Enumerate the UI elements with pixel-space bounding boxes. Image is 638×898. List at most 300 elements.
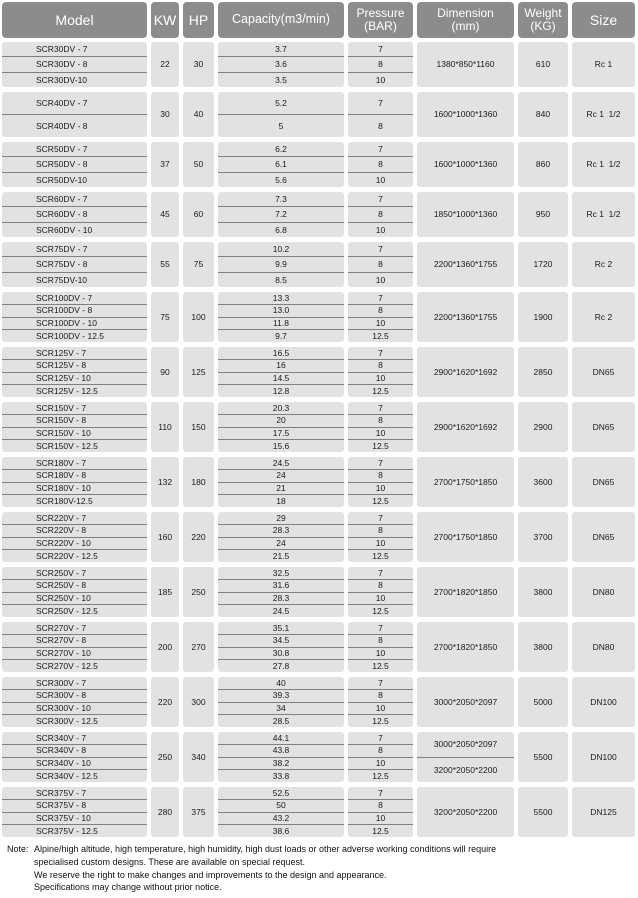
dimension-cell-value: 2700*1820*1850 [433,641,498,652]
pressure-cell-value: 7 [348,732,413,745]
capacity-cell-value: 35.1 [218,622,344,635]
pressure-cell [348,512,413,562]
hp-cell-value: 300 [191,696,206,707]
capacity-cell-value: 7.3 [218,192,344,207]
header-pressure [348,2,413,38]
size-cell-value: DN65 [592,366,615,377]
model-cell-value: SCR30DV - 8 [2,57,147,72]
size-cell [572,292,635,342]
kw-cell [151,92,179,137]
capacity-cell-value: 24 [218,470,344,483]
model-cell-value: SCR40DV - 7 [2,92,147,115]
kw-cell-value: 55 [160,259,170,270]
header-weight-label-line2: (KG) [530,19,556,33]
size-cell [572,732,635,782]
model-cell-value: SCR250V - 7 [2,567,147,580]
model-cell-value: SCR150V - 8 [2,415,147,428]
pressure-cell-value: 12.5 [372,330,389,341]
pressure-cell-value: 10 [375,224,386,235]
model-cell-value: SCR300V - 12.5 [36,715,98,726]
model-cell-value: SCR220V - 10 [2,538,147,551]
pressure-cell-value: 12.5 [372,495,389,506]
hp-cell [183,402,214,452]
kw-cell-value: 280 [157,806,173,817]
model-cell-value: SCR220V - 12.5 [36,550,98,561]
model-cell-value: SCR30DV-10 [36,74,88,85]
pressure-cell-value: 10 [348,318,413,331]
pressure-cell-value: 8 [348,690,413,703]
header-pressure-label-line1: Pressure [356,6,405,21]
header-model-label: Model [55,11,94,28]
capacity-cell-value: 15.6 [272,440,290,451]
capacity-cell-value: 14.5 [218,373,344,386]
capacity-cell-value: 50 [218,800,344,813]
table-row-group [2,192,638,237]
kw-cell-value: 75 [160,311,170,322]
weight-cell [518,567,568,617]
kw-cell-value: 220 [157,696,173,707]
size-cell [572,457,635,507]
weight-cell-value: 5500 [533,806,553,817]
size-cell-value: Rc 2 [594,259,613,270]
hp-cell-value: 340 [191,751,206,762]
dimension-cell [417,567,514,617]
capacity-cell [218,92,344,137]
table-row-group [2,292,638,342]
capacity-cell [218,732,344,782]
note-label: Note: [7,844,29,854]
kw-cell [151,192,179,237]
pressure-cell [348,787,413,837]
hp-cell [183,677,214,727]
model-cell-value: SCR250V - 10 [2,593,147,606]
size-cell-value: DN65 [592,476,615,487]
header-dimension-label-line1: Dimension [437,6,494,21]
model-cell [2,242,147,287]
table-row-group [2,242,638,287]
pressure-cell-value: 7 [348,457,413,470]
pressure-cell [348,457,413,507]
pressure-cell-value: 7 [348,242,413,257]
weight-cell-value: 3800 [533,641,553,652]
table-row-group [2,402,638,452]
capacity-cell-value: 20 [218,415,344,428]
pressure-cell-value: 10 [375,174,386,185]
dimension-cell [417,512,514,562]
size-cell [572,142,635,187]
pressure-cell [348,142,413,187]
dimension-cell-value: 1600*1000*1360 [433,109,498,120]
capacity-cell-value: 52.5 [218,787,344,800]
hp-cell [183,242,214,287]
capacity-cell-value: 11.8 [218,318,344,331]
capacity-cell-value: 5.2 [218,92,344,115]
note-line: Alpine/high altitude, high temperature, high humidity, high dust loads or other adverse working conditions will require [34,844,497,854]
weight-cell [518,142,568,187]
pressure-cell-value: 12.5 [372,440,389,451]
capacity-cell-value: 21.5 [272,550,290,561]
hp-cell [183,457,214,507]
capacity-cell [218,622,344,672]
model-cell-value: SCR100DV - 8 [2,305,147,318]
capacity-cell-value: 43.8 [218,745,344,758]
capacity-cell-value: 12.8 [272,385,290,396]
table-row-group [2,142,638,187]
capacity-cell-value: 28.3 [218,525,344,538]
pressure-cell-value: 8 [348,580,413,593]
kw-cell-value: 90 [160,366,170,377]
capacity-cell-value: 16 [218,360,344,373]
model-cell [2,622,147,672]
weight-cell [518,402,568,452]
capacity-cell-value: 27.8 [272,660,290,671]
dimension-cell [417,192,514,237]
kw-cell-value: 200 [157,641,173,652]
pressure-cell-value: 7 [348,347,413,360]
capacity-cell-value: 43.2 [218,813,344,826]
weight-cell-value: 3600 [533,476,553,487]
capacity-cell [218,677,344,727]
dimension-cell-value: 1850*1000*1360 [433,209,498,220]
pressure-cell-value: 8 [348,525,413,538]
kw-cell [151,787,179,837]
model-cell-value: SCR180V-12.5 [36,495,93,506]
dimension-cell-value: 1380*850*1160 [436,59,495,70]
pressure-cell [348,402,413,452]
weight-cell-value: 860 [535,159,551,170]
model-cell [2,142,147,187]
hp-cell [183,732,214,782]
model-cell-value: SCR150V - 10 [2,428,147,441]
weight-cell [518,292,568,342]
weight-cell [518,92,568,137]
capacity-cell [218,347,344,397]
kw-cell-value: 132 [157,476,173,487]
dimension-cell [417,457,514,507]
capacity-cell-value: 10.2 [218,242,344,257]
pressure-cell [348,292,413,342]
pressure-cell [348,92,413,137]
pressure-cell-value: 10 [348,703,413,716]
pressure-cell [348,347,413,397]
model-cell-value: SCR220V - 7 [2,512,147,525]
capacity-cell [218,402,344,452]
capacity-cell-value: 3.5 [275,74,287,85]
weight-cell [518,622,568,672]
model-cell [2,42,147,87]
capacity-cell-value: 3.7 [218,42,344,57]
capacity-cell-value: 16.5 [218,347,344,360]
weight-cell-value: 840 [535,109,551,120]
model-cell-value: SCR180V - 8 [2,470,147,483]
capacity-cell [218,42,344,87]
header-pressure-label-line2: (BAR) [364,19,397,33]
hp-cell-value: 50 [193,159,204,170]
model-cell-value: SCR40DV - 8 [36,120,88,131]
pressure-cell-value: 7 [348,567,413,580]
header-size-label: Size [589,11,618,28]
capacity-cell-value: 28.5 [272,715,290,726]
size-cell [572,92,635,137]
model-cell-value: SCR100DV - 7 [2,292,147,305]
kw-cell [151,292,179,342]
size-cell-value: DN65 [592,531,615,542]
capacity-cell-value: 5.6 [275,174,287,185]
note-line: Specifications may change without prior notice. [34,882,222,893]
pressure-cell-value: 12.5 [372,605,389,616]
model-cell-value: SCR50DV - 8 [2,157,147,172]
capacity-cell-value: 24.5 [218,457,344,470]
pressure-cell-value: 7 [348,622,413,635]
pressure-cell-value: 8 [348,257,413,272]
weight-cell-value: 5500 [533,751,553,762]
table-row-group [2,622,638,672]
capacity-cell-value: 31.6 [218,580,344,593]
pressure-cell [348,42,413,87]
size-cell-value: Rc 1 1/2 [586,159,621,170]
table-body [2,42,638,837]
weight-cell [518,192,568,237]
model-cell-value: SCR60DV - 10 [36,224,93,235]
pressure-cell-value: 7 [348,92,413,115]
weight-cell [518,732,568,782]
size-cell-value: DN65 [592,421,615,432]
dimension-cell-value: 2700*1750*1850 [433,531,498,542]
hp-cell-value: 180 [191,476,206,487]
model-cell-value: SCR270V - 10 [2,648,147,661]
capacity-cell-value: 28.3 [218,593,344,606]
weight-cell [518,42,568,87]
hp-cell [183,787,214,837]
capacity-cell-value: 6.8 [275,224,287,235]
model-cell-value: SCR75DV-10 [36,274,88,285]
dimension-cell [417,787,514,837]
table-row-group [2,567,638,617]
model-cell-value: SCR340V - 8 [2,745,147,758]
capacity-cell-value: 30.8 [218,648,344,661]
capacity-cell [218,292,344,342]
header-model [2,2,147,38]
size-cell [572,242,635,287]
model-cell [2,347,147,397]
capacity-cell-value: 24 [218,538,344,551]
model-cell-value: SCR270V - 12.5 [36,660,98,671]
hp-cell [183,347,214,397]
kw-cell-value: 45 [160,209,170,220]
model-cell-value: SCR300V - 8 [2,690,147,703]
pressure-cell-value: 7 [348,292,413,305]
model-cell-value: SCR125V - 8 [2,360,147,373]
header-kw [151,2,179,38]
hp-cell-value: 30 [193,59,204,70]
hp-cell-value: 60 [193,209,204,220]
model-cell-value: SCR150V - 7 [2,402,147,415]
dimension-cell [417,622,514,672]
capacity-cell-value: 33.8 [272,770,290,781]
hp-cell-value: 125 [191,366,206,377]
kw-cell [151,42,179,87]
capacity-cell-value: 5 [278,120,284,131]
dimension-cell-value: 2900*1620*1692 [433,421,498,432]
capacity-cell-value: 40 [218,677,344,690]
model-cell-value: SCR50DV - 7 [2,142,147,157]
capacity-cell-value: 18 [276,495,286,506]
model-cell-value: SCR125V - 10 [2,373,147,386]
pressure-cell-value: 7 [348,512,413,525]
hp-cell [183,142,214,187]
kw-cell-value: 160 [157,531,173,542]
header-hp [183,2,214,38]
kw-cell-value: 110 [158,421,172,432]
header-weight [518,2,568,38]
model-cell-value: SCR75DV - 7 [2,242,147,257]
header-dimension-label-line2: (mm) [451,19,480,33]
pressure-cell-value: 8 [348,157,413,172]
weight-cell-value: 950 [535,209,551,220]
dimension-cell-value: 3000*2050*2097 [417,732,514,758]
capacity-cell-value: 21 [218,483,344,496]
size-cell [572,192,635,237]
capacity-cell-value: 9.7 [275,330,287,341]
weight-cell [518,242,568,287]
model-cell [2,732,147,782]
weight-cell [518,677,568,727]
note-line: specialised custom designs. These are available on special request. [34,856,305,867]
size-cell [572,42,635,87]
pressure-cell-value: 12.5 [372,825,389,836]
model-cell-value: SCR340V - 7 [2,732,147,745]
model-cell [2,787,147,837]
size-cell [572,622,635,672]
model-cell-value: SCR300V - 10 [2,703,147,716]
hp-cell-value: 220 [191,531,206,542]
dimension-cell-value: 2900*1620*1692 [433,366,498,377]
size-cell-value: Rc 1 1/2 [586,209,621,220]
dimension-cell-value: 3000*2050*2097 [433,696,498,707]
dimension-cell [417,402,514,452]
dimension-cell [417,242,514,287]
dimension-cell-value: 3200*2050*2200 [433,764,498,775]
capacity-cell-value: 38.2 [218,758,344,771]
kw-cell [151,512,179,562]
pressure-cell-value: 12.5 [372,550,389,561]
dimension-cell-value: 2200*1360*1755 [433,311,498,322]
kw-cell-value: 30 [160,109,170,120]
kw-cell [151,457,179,507]
model-cell-value: SCR300V - 7 [2,677,147,690]
capacity-cell-value: 9.9 [218,257,344,272]
pressure-cell-value: 8 [348,57,413,72]
kw-cell [151,402,179,452]
capacity-cell-value: 17.5 [218,428,344,441]
dimension-cell [417,677,514,727]
weight-cell-value: 2900 [533,421,553,432]
hp-cell-value: 270 [191,641,206,652]
dimension-cell [417,347,514,397]
hp-cell-value: 100 [191,311,206,322]
kw-cell [151,677,179,727]
pressure-cell-value: 8 [348,470,413,483]
table-row-group [2,732,638,782]
model-cell-value: SCR100DV - 12.5 [36,330,105,341]
capacity-cell-value: 8.5 [275,274,287,285]
kw-cell-value: 22 [160,59,170,70]
kw-cell [151,732,179,782]
table-row-group [2,512,638,562]
weight-cell-value: 1900 [533,311,553,322]
table-row-group [2,42,638,87]
kw-cell-value: 250 [157,751,173,762]
kw-cell [151,142,179,187]
capacity-cell [218,787,344,837]
pressure-cell-value: 10 [348,593,413,606]
hp-cell-value: 75 [193,259,204,270]
hp-cell [183,192,214,237]
size-cell-value: DN125 [590,806,617,817]
model-cell [2,457,147,507]
dimension-cell-value: 2200*1360*1755 [433,259,498,270]
model-cell-value: SCR30DV - 7 [2,42,147,57]
model-cell-value: SCR270V - 7 [2,622,147,635]
note-line: We reserve the right to make changes and improvements to the design and appearance. [34,869,387,880]
pressure-cell [348,192,413,237]
pressure-cell-value: 12.5 [372,660,389,671]
model-cell [2,567,147,617]
model-cell-value: SCR375V - 12.5 [36,825,98,836]
capacity-cell-value: 34.5 [218,635,344,648]
weight-cell-value: 2850 [533,366,553,377]
dimension-cell-value: 2700*1820*1850 [433,586,498,597]
model-cell-value: SCR60DV - 7 [2,192,147,207]
size-cell [572,402,635,452]
hp-cell [183,512,214,562]
pressure-cell-value: 10 [348,758,413,771]
weight-cell [518,787,568,837]
size-cell-value: Rc 1 [594,59,613,70]
weight-cell-value: 610 [535,59,551,70]
header-kw-label: KW [153,11,177,28]
weight-cell [518,512,568,562]
pressure-cell-value: 8 [348,207,413,222]
size-cell-value: Rc 1 1/2 [586,109,621,120]
size-cell-value: Rc 2 [594,311,613,322]
model-cell-value: SCR180V - 10 [2,483,147,496]
kw-cell-value: 37 [160,159,170,170]
model-cell [2,92,147,137]
table-header [2,2,638,38]
pressure-cell-value: 10 [348,483,413,496]
pressure-cell-value: 7 [348,42,413,57]
header-capacity-label: Capacity(m3/min) [232,12,330,27]
capacity-cell-value: 7.2 [218,207,344,222]
hp-cell-value: 150 [191,421,206,432]
dimension-cell [417,142,514,187]
dimension-cell-value: 2700*1750*1850 [433,476,498,487]
model-cell [2,292,147,342]
pressure-cell-value: 10 [348,538,413,551]
pressure-cell-value: 10 [348,648,413,661]
model-cell-value: SCR375V - 7 [2,787,147,800]
capacity-cell-value: 29 [218,512,344,525]
capacity-cell [218,192,344,237]
hp-cell-value: 250 [191,586,206,597]
note [2,843,638,894]
dimension-cell [417,732,514,782]
header-size [572,2,635,38]
pressure-cell-value: 10 [348,373,413,386]
kw-cell [151,242,179,287]
pressure-cell-value: 7 [348,142,413,157]
